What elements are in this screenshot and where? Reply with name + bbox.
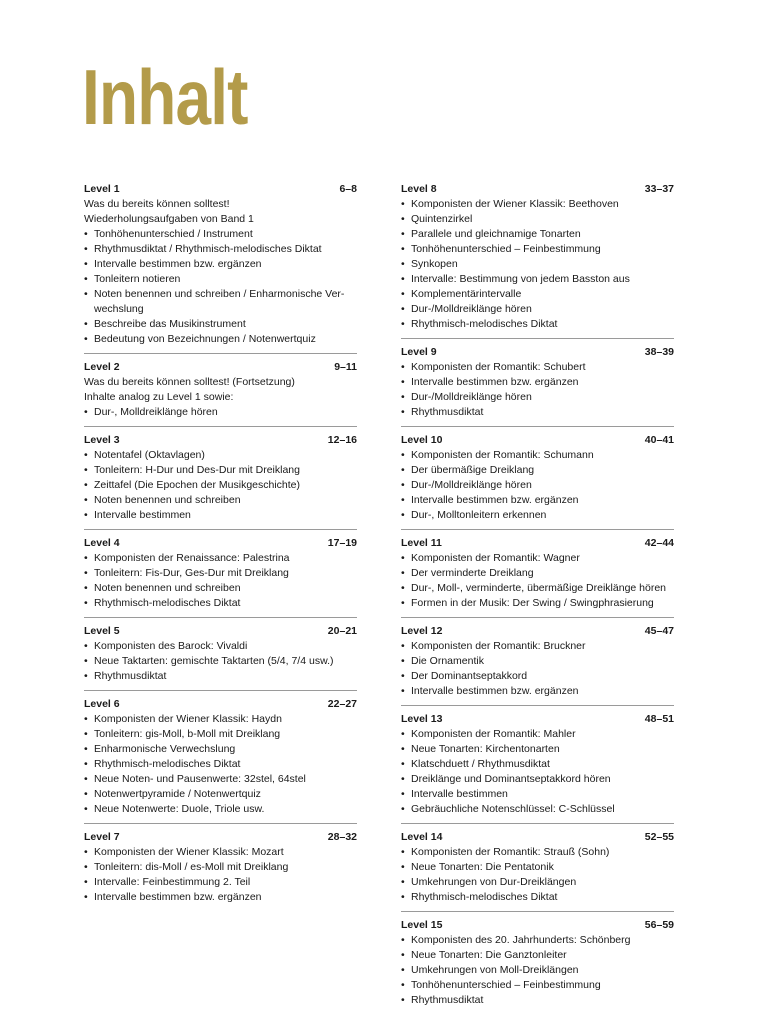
topic-list <box>84 551 357 611</box>
toc-section <box>401 433 674 530</box>
toc-section <box>401 182 674 339</box>
toc-section <box>84 624 357 691</box>
toc-section <box>84 536 357 618</box>
topic-item: • Notenwertpyramide / Notenwertquiz <box>84 787 357 802</box>
level-title: Level 6 <box>84 698 120 710</box>
topic-item: • Dreiklänge und Dominantseptakkord hören <box>401 772 674 787</box>
topic-item: • Quintenzirkel <box>401 212 674 227</box>
topic-list <box>401 933 674 1008</box>
topic-item: • Tonleitern notieren <box>84 272 357 287</box>
level-title: Level 3 <box>84 434 120 446</box>
toc-section <box>84 182 357 354</box>
topic-list <box>84 227 357 347</box>
topic-item: • Tonhöhenunterschied – Feinbestimmung <box>401 978 674 993</box>
page-range: 33–37 <box>644 183 674 195</box>
topic-item: • Komplementärintervalle <box>401 287 674 302</box>
topic-item: • Rhythmusdiktat <box>401 993 674 1008</box>
topic-item: • Neue Tonarten: Die Ganztonleiter <box>401 948 674 963</box>
toc-section <box>401 712 674 824</box>
page-range: 9–11 <box>334 361 357 373</box>
topic-item: • Intervalle bestimmen bzw. ergänzen <box>84 890 357 905</box>
topic-item: • Beschreibe das Musikinstrument <box>84 317 357 332</box>
topic-item: • Enharmonische Verwechslung <box>84 742 357 757</box>
topic-item: • Intervalle: Bestimmung von jedem Basston aus <box>401 272 674 287</box>
level-title: Level 12 <box>401 625 443 637</box>
toc-section-header <box>401 624 674 639</box>
topic-list <box>401 727 674 817</box>
topic-list <box>84 448 357 523</box>
page-range: 20–21 <box>327 625 357 637</box>
topic-item: • Dur-, Molltonleitern erkennen <box>401 508 674 523</box>
toc-section-header <box>401 345 674 360</box>
level-title: Level 15 <box>401 919 443 931</box>
topic-item: • Neue Noten- und Pausenwerte: 32stel, 64stel <box>84 772 357 787</box>
topic-item: • Komponisten der Romantik: Strauß (Sohn) <box>401 845 674 860</box>
topic-item: • Formen in der Musik: Der Swing / Swingphrasierung <box>401 596 674 611</box>
level-title: Level 10 <box>401 434 443 446</box>
page-range: 40–41 <box>644 434 674 446</box>
toc-section-header <box>401 830 674 845</box>
topic-item: • Intervalle: Feinbestimmung 2. Teil <box>84 875 357 890</box>
section-intro: Inhalte analog zu Level 1 sowie: <box>84 391 234 403</box>
topic-item: • Klatschduett / Rhythmusdiktat <box>401 757 674 772</box>
toc-section <box>401 536 674 618</box>
topic-item: • Notentafel (Oktavlagen) <box>84 448 357 463</box>
page-title: Inhalt <box>82 53 248 141</box>
topic-item: • Neue Tonarten: Die Pentatonik <box>401 860 674 875</box>
topic-item: • Rhythmisch-melodisches Diktat <box>401 317 674 332</box>
topic-item: • Rhythmisch-melodisches Diktat <box>401 890 674 905</box>
toc-section <box>401 345 674 427</box>
topic-item: • Tonleitern: H-Dur und Des-Dur mit Dreiklang <box>84 463 357 478</box>
level-title: Level 9 <box>401 346 437 358</box>
toc-section <box>401 624 674 706</box>
topic-item: • Umkehrungen von Dur-Dreiklängen <box>401 875 674 890</box>
topic-item: • Neue Taktarten: gemischte Taktarten (5/4, 7/4 usw.) <box>84 654 357 669</box>
topic-item: • Intervalle bestimmen bzw. ergänzen <box>401 493 674 508</box>
topic-item: • Tonleitern: Fis-Dur, Ges-Dur mit Dreiklang <box>84 566 357 581</box>
topic-list <box>401 551 674 611</box>
page-range: 22–27 <box>327 698 357 710</box>
topic-item: • Komponisten der Romantik: Bruckner <box>401 639 674 654</box>
page-range: 12–16 <box>327 434 357 446</box>
level-title: Level 13 <box>401 713 443 725</box>
topic-item: • Dur-/Molldreiklänge hören <box>401 390 674 405</box>
topic-item: • Intervalle bestimmen <box>84 508 357 523</box>
topic-item: • Der übermäßige Dreiklang <box>401 463 674 478</box>
topic-item: • Der Dominantseptakkord <box>401 669 674 684</box>
topic-item: • Komponisten des Barock: Vivaldi <box>84 639 357 654</box>
toc-section-header <box>401 536 674 551</box>
topic-item: • Zeittafel (Die Epochen der Musikgeschichte) <box>84 478 357 493</box>
topic-list <box>84 639 357 684</box>
topic-item: • Neue Tonarten: Kirchentonarten <box>401 742 674 757</box>
topic-list <box>401 360 674 420</box>
topic-item: • Der verminderte Dreiklang <box>401 566 674 581</box>
topic-item: • Tonleitern: dis-Moll / es-Moll mit Dreiklang <box>84 860 357 875</box>
section-intro: Was du bereits können solltest! (Fortsetzung) <box>84 376 295 388</box>
page-range: 6–8 <box>339 183 357 195</box>
toc-left-column <box>84 182 357 917</box>
toc-section-header <box>401 433 674 448</box>
topic-item: • Komponisten des 20. Jahrhunderts: Schönberg <box>401 933 674 948</box>
level-title: Level 8 <box>401 183 437 195</box>
topic-item: • Intervalle bestimmen <box>401 787 674 802</box>
level-title: Level 4 <box>84 537 120 549</box>
topic-item: • Intervalle bestimmen bzw. ergänzen <box>401 375 674 390</box>
topic-list <box>401 448 674 523</box>
topic-item: • Komponisten der Romantik: Schumann <box>401 448 674 463</box>
topic-item: • Bedeutung von Bezeichnungen / Notenwertquiz <box>84 332 357 347</box>
topic-list <box>401 197 674 332</box>
topic-item: • Tonhöhenunterschied – Feinbestimmung <box>401 242 674 257</box>
topic-item: • Rhythmisch-melodisches Diktat <box>84 596 357 611</box>
page-range: 28–32 <box>327 831 357 843</box>
topic-item: • Komponisten der Romantik: Schubert <box>401 360 674 375</box>
toc-section-header <box>84 830 357 845</box>
topic-item: • Intervalle bestimmen bzw. ergänzen <box>84 257 357 272</box>
level-title: Level 1 <box>84 183 120 195</box>
toc-section-header <box>84 360 357 375</box>
topic-item: • Komponisten der Wiener Klassik: Mozart <box>84 845 357 860</box>
topic-item: • Komponisten der Renaissance: Palestrina <box>84 551 357 566</box>
section-intro: Wiederholungsaufgaben von Band 1 <box>84 213 254 225</box>
topic-item: • Rhythmusdiktat <box>84 669 357 684</box>
toc-right-column <box>401 182 674 1020</box>
toc-section-header <box>84 536 357 551</box>
level-title: Level 7 <box>84 831 120 843</box>
topic-list <box>401 845 674 905</box>
level-title: Level 14 <box>401 831 443 843</box>
toc-section <box>84 697 357 824</box>
topic-item: • Noten benennen und schreiben / Enharmonische Verwechslung <box>84 287 357 317</box>
topic-item: • Komponisten der Wiener Klassik: Beethoven <box>401 197 674 212</box>
toc-section-header <box>401 182 674 197</box>
page-range: 48–51 <box>644 713 674 725</box>
topic-list <box>84 405 357 420</box>
toc-section-header <box>84 433 357 448</box>
topic-item: • Komponisten der Romantik: Wagner <box>401 551 674 566</box>
toc-section-header <box>84 182 357 197</box>
toc-section <box>401 830 674 912</box>
toc-section <box>84 360 357 427</box>
toc-section-header <box>84 697 357 712</box>
page-range: 45–47 <box>644 625 674 637</box>
topic-list <box>84 845 357 905</box>
topic-item: • Umkehrungen von Moll-Dreiklängen <box>401 963 674 978</box>
topic-item: • Tonleitern: gis-Moll, b-Moll mit Dreiklang <box>84 727 357 742</box>
topic-item: • Parallele und gleichnamige Tonarten <box>401 227 674 242</box>
toc-section <box>84 433 357 530</box>
page-range: 56–59 <box>644 919 674 931</box>
topic-item: • Neue Notenwerte: Duole, Triole usw. <box>84 802 357 817</box>
page-range: 38–39 <box>644 346 674 358</box>
page-range: 52–55 <box>644 831 674 843</box>
topic-item: • Komponisten der Wiener Klassik: Haydn <box>84 712 357 727</box>
section-intro: Was du bereits können solltest! <box>84 198 230 210</box>
page-range: 17–19 <box>327 537 357 549</box>
topic-item: • Dur-, Moll-, verminderte, übermäßige Dreiklänge hören <box>401 581 674 596</box>
topic-item: • Rhythmusdiktat <box>401 405 674 420</box>
topic-item: • Rhythmusdiktat / Rhythmisch-melodisches Diktat <box>84 242 357 257</box>
topic-item: • Gebräuchliche Notenschlüssel: C-Schlüssel <box>401 802 674 817</box>
topic-list <box>401 639 674 699</box>
topic-item: • Intervalle bestimmen bzw. ergänzen <box>401 684 674 699</box>
topic-item: • Dur-, Molldreiklänge hören <box>84 405 357 420</box>
topic-item: • Rhythmisch-melodisches Diktat <box>84 757 357 772</box>
topic-item: • Dur-/Molldreiklänge hören <box>401 478 674 493</box>
toc-section <box>401 918 674 1014</box>
toc-section-header <box>401 712 674 727</box>
topic-list <box>84 712 357 817</box>
topic-item: • Noten benennen und schreiben <box>84 493 357 508</box>
level-title: Level 5 <box>84 625 120 637</box>
toc-section-header <box>84 624 357 639</box>
topic-item: • Synkopen <box>401 257 674 272</box>
topic-item: • Dur-/Molldreiklänge hören <box>401 302 674 317</box>
topic-item: • Noten benennen und schreiben <box>84 581 357 596</box>
level-title: Level 2 <box>84 361 120 373</box>
topic-item: • Die Ornamentik <box>401 654 674 669</box>
toc-section <box>84 830 357 911</box>
level-title: Level 11 <box>401 537 442 549</box>
topic-item: • Komponisten der Romantik: Mahler <box>401 727 674 742</box>
toc-section-header <box>401 918 674 933</box>
page-range: 42–44 <box>644 537 674 549</box>
topic-item: • Tonhöhenunterschied / Instrument <box>84 227 357 242</box>
